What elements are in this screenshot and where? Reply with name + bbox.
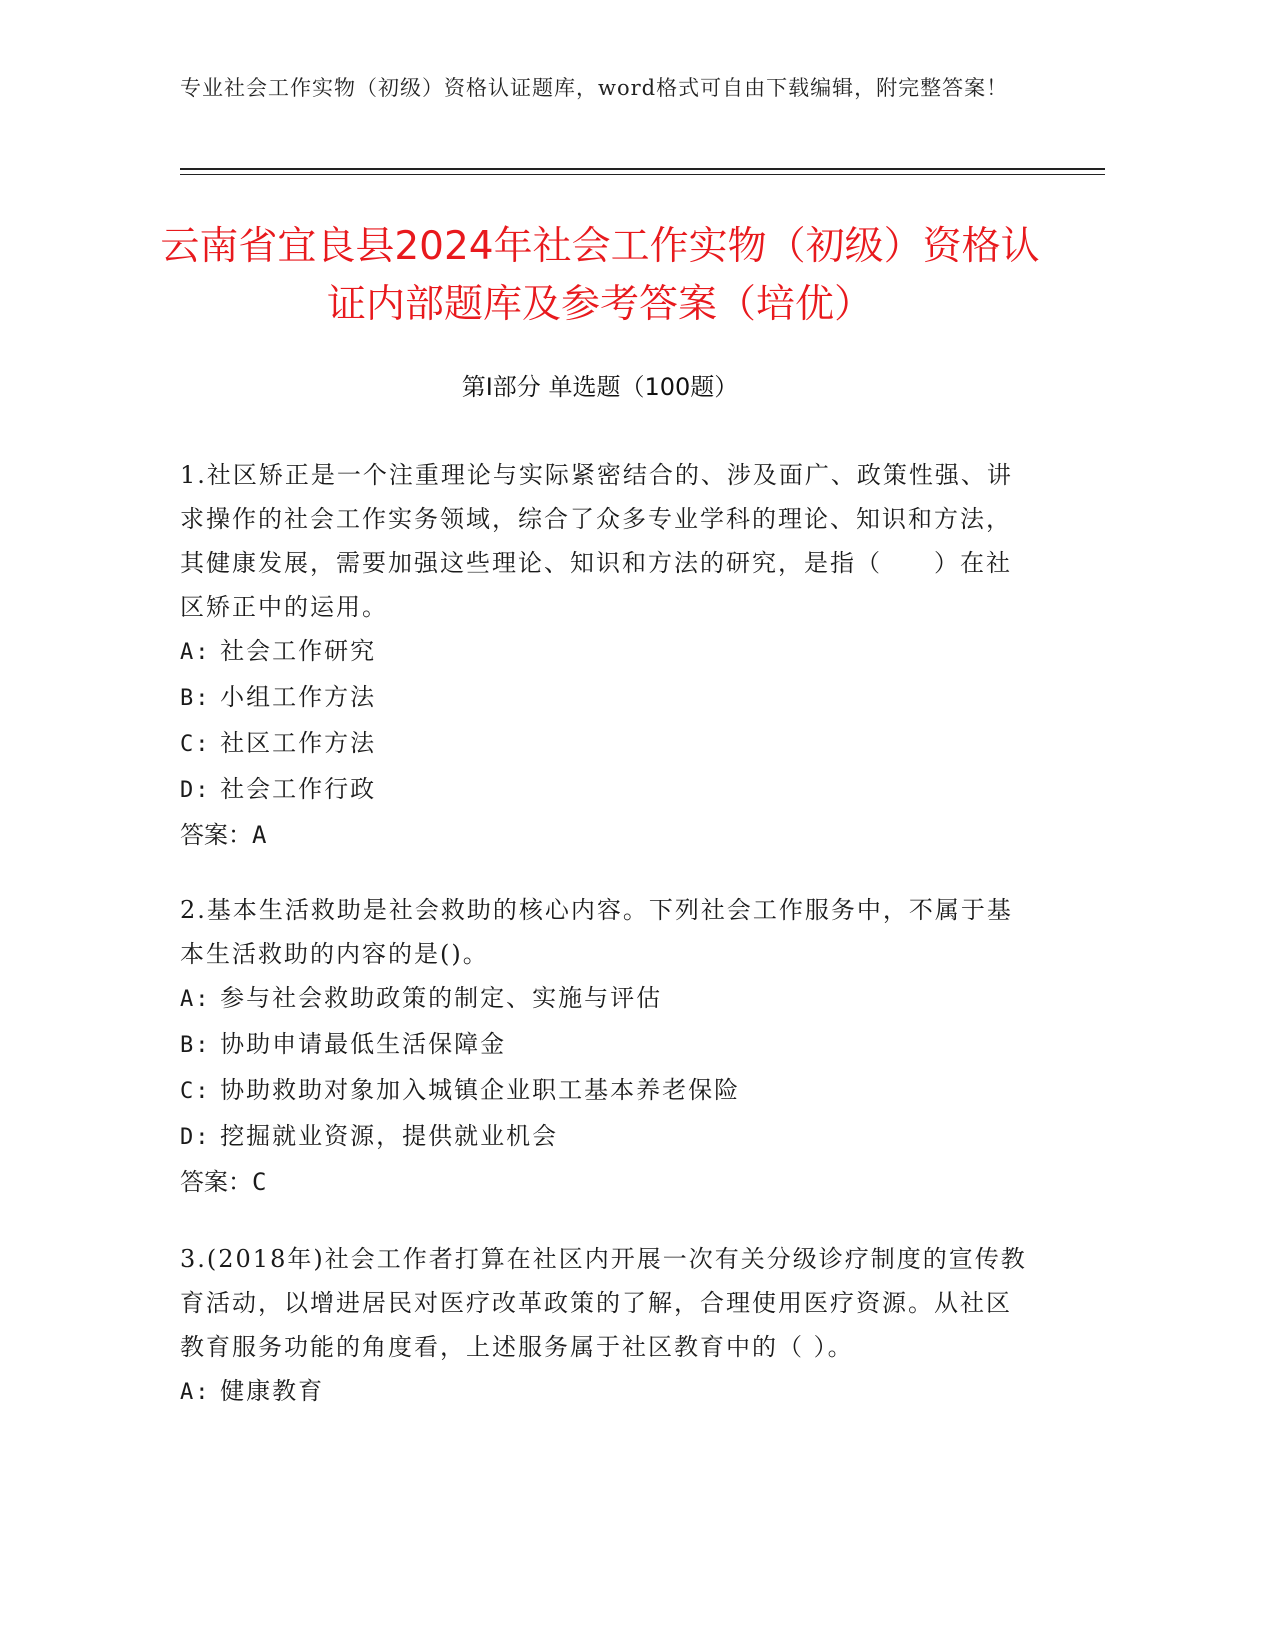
question-2 xyxy=(180,888,1030,1204)
option-d xyxy=(180,767,1030,813)
option-b xyxy=(180,1022,1030,1068)
option-c xyxy=(180,721,1030,767)
option-text: 健康教育 xyxy=(220,1377,325,1405)
option-letter: C: xyxy=(180,1079,211,1104)
option-text: 社会工作行政 xyxy=(220,775,377,803)
header-divider-thin xyxy=(180,174,1105,175)
option-letter: D: xyxy=(180,1125,211,1150)
option-letter: D: xyxy=(180,778,211,803)
option-letter: B: xyxy=(180,686,211,711)
answer-line xyxy=(180,813,1030,857)
option-text: 参与社会救助政策的制定、实施与评估 xyxy=(220,984,663,1012)
option-letter: C: xyxy=(180,732,211,757)
option-letter: A: xyxy=(180,1380,211,1405)
answer-value: A xyxy=(252,821,267,849)
option-text: 协助救助对象加入城镇企业职工基本养老保险 xyxy=(220,1076,741,1104)
question-stem: 2.基本生活救助是社会救助的核心内容。下列社会工作服务中，不属于基本生活救助的内容的是()。 xyxy=(180,896,1013,968)
option-text: 挖掘就业资源，提供就业机会 xyxy=(220,1122,559,1150)
option-a xyxy=(180,1369,1030,1415)
option-text: 社会工作研究 xyxy=(220,637,377,665)
option-letter: A: xyxy=(180,987,211,1012)
option-a xyxy=(180,976,1030,1022)
answer-label: 答案： xyxy=(180,1168,252,1196)
document-title: 云南省宜良县2024年社会工作实物（初级）资格认证内部题库及参考答案（培优） xyxy=(160,224,1040,327)
option-text: 协助申请最低生活保障金 xyxy=(220,1030,507,1058)
option-letter: B: xyxy=(180,1033,211,1058)
option-a xyxy=(180,629,1030,675)
option-c xyxy=(180,1068,1030,1114)
option-text: 小组工作方法 xyxy=(220,683,377,711)
answer-line xyxy=(180,1160,1030,1204)
question-stem: 3.(2018年)社会工作者打算在社区内开展一次有关分级诊疗制度的宣传教育活动，以增进居民对医疗改革政策的了解，合理使用医疗资源。从社区教育服务功能的角度看，上述服务属于社区教育中的（ ）。 xyxy=(180,1245,1027,1361)
option-b xyxy=(180,675,1030,721)
header-divider-thick xyxy=(180,168,1105,170)
header-note: 专业社会工作实物（初级）资格认证题库，word格式可自由下载编辑，附完整答案！ xyxy=(180,76,1009,100)
option-d xyxy=(180,1114,1030,1160)
option-letter: A: xyxy=(180,640,211,665)
question-3 xyxy=(180,1237,1030,1415)
question-1 xyxy=(180,453,1030,857)
answer-value: C xyxy=(252,1168,267,1196)
answer-label: 答案： xyxy=(180,821,252,849)
question-stem: 1.社区矫正是一个注重理论与实际紧密结合的、涉及面广、政策性强、讲求操作的社会工作实务领域，综合了众多专业学科的理论、知识和方法，其健康发展，需要加强这些理论、知识和方法的研究，是指（ ）在社区矫正中的运用。 xyxy=(180,461,1013,621)
section-title: 第Ⅰ部分 单选题（100题） xyxy=(461,373,739,401)
option-text: 社区工作方法 xyxy=(220,729,377,757)
